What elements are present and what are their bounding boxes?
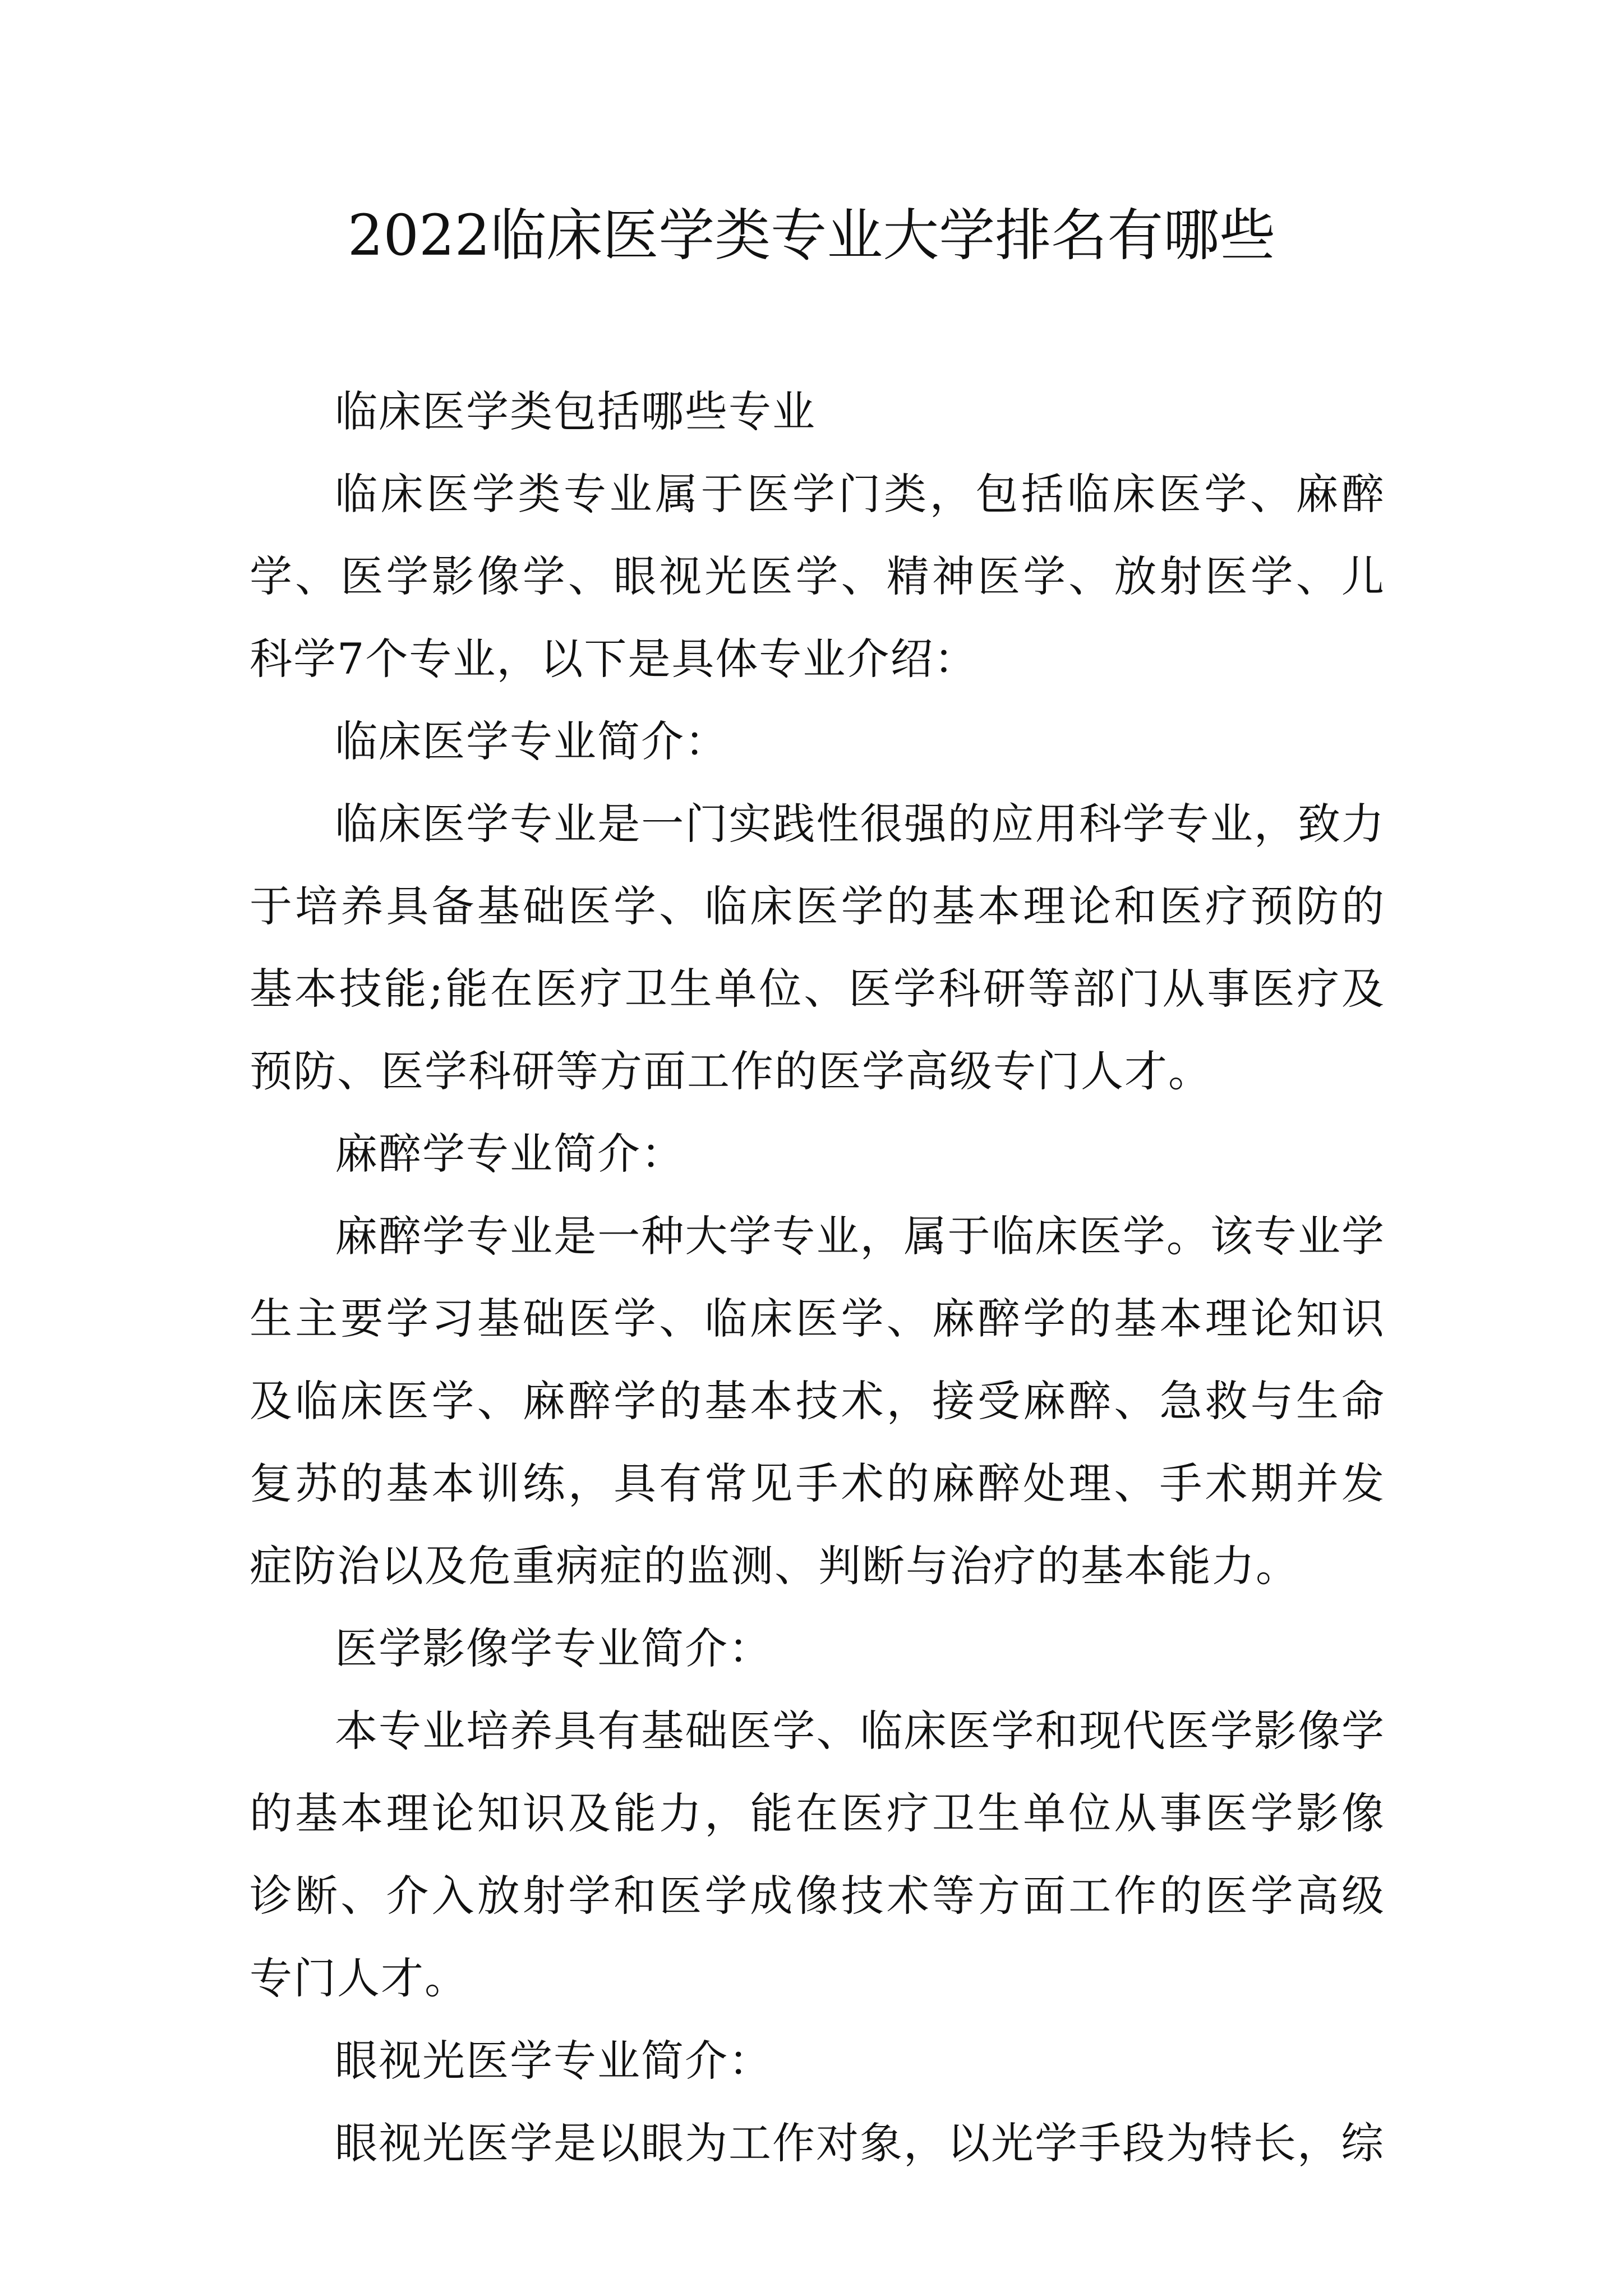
paragraph-heading-anesthesia: 麻醉学专业简介： bbox=[335, 1129, 685, 1179]
paragraph-anesthesia-intro: 麻醉学专业是一种大学专业，属于临床医学。该专业学生主要学习基础医学、临床医学、麻醉学的基本理论知识及临床医学、麻醉学的基本技术，接受麻醉、急救与生命复苏的基本训练，具有常见手术的麻醉处理、手术期并发症防治以及危重病症的监测、判断与治疗的基本能力。 bbox=[250, 1211, 1385, 1591]
paragraph-heading-clinical: 临床医学专业简介： bbox=[335, 716, 728, 766]
paragraph-heading-imaging: 医学影像学专业简介： bbox=[335, 1623, 772, 1673]
document-body bbox=[250, 370, 1385, 2184]
paragraph-imaging-intro: 本专业培养具有基础医学、临床医学和现代医学影像学的基本理论知识及能力，能在医疗卫生单位从事医学影像诊断、介入放射学和医学成像技术等方面工作的医学高级专门人才。 bbox=[250, 1706, 1385, 2003]
paragraph-majors-overview: 临床医学类专业属于医学门类，包括临床医学、麻醉学、医学影像学、眼视光医学、精神医学、放射医学、儿科学7个专业，以下是具体专业介绍： bbox=[250, 469, 1385, 684]
paragraph-heading-optometry: 眼视光医学专业简介： bbox=[335, 2036, 772, 2086]
paragraph-clinical-intro: 临床医学专业是一门实践性很强的应用科学专业，致力于培养具备基础医学、临床医学的基本理论和医疗预防的基本技能;能在医疗卫生单位、医学科研等部门从事医疗及预防、医学科研等方面工作的医学高级专门人才。 bbox=[250, 799, 1385, 1096]
paragraph-optometry-intro: 眼视光医学是以眼为工作对象，以光学手段为特长，综 bbox=[335, 2118, 1385, 2168]
document-title: 2022临床医学类专业大学排名有哪些 bbox=[347, 203, 1276, 268]
paragraph-heading-majors: 临床医学类包括哪些专业 bbox=[335, 386, 816, 436]
